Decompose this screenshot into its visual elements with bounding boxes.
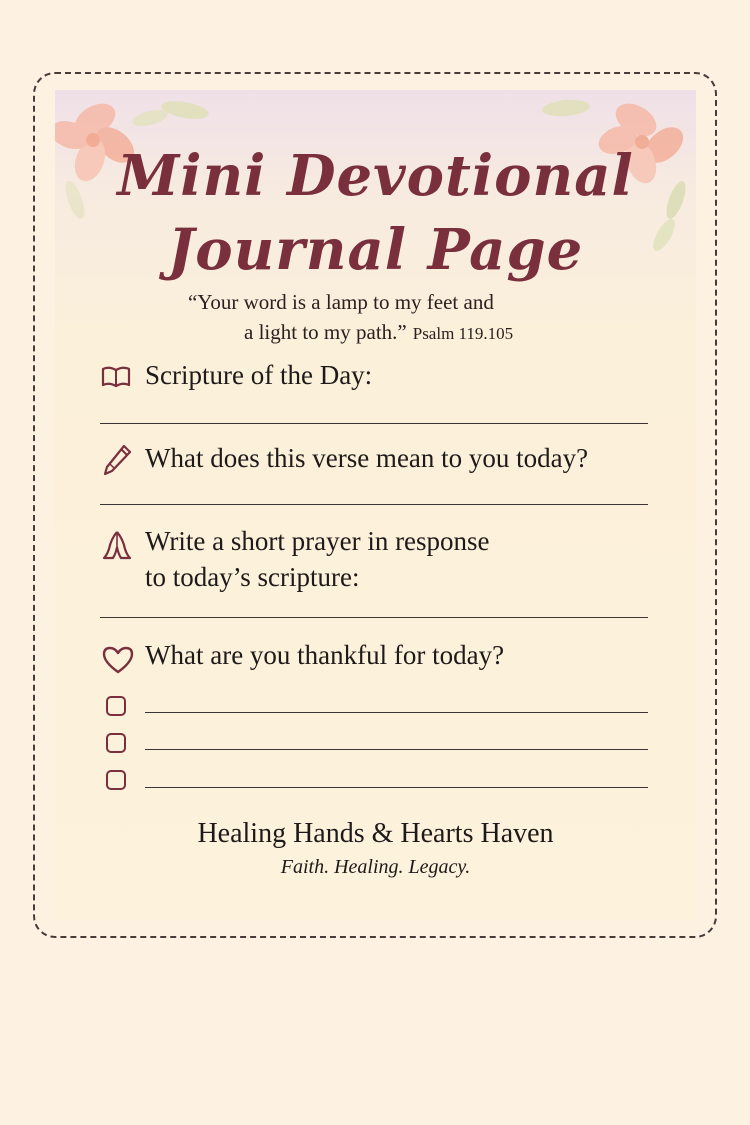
prayer-prompt-line-2: to today’s scripture: [145,562,360,592]
gratitude-answer-line-1[interactable] [145,712,648,713]
open-book-icon [101,365,131,389]
praying-hands-icon [101,529,133,563]
gratitude-checkbox-2[interactable] [106,733,126,753]
scripture-quote-line-1: “Your word is a lamp to my feet and [188,290,494,314]
gratitude-answer-line-2[interactable] [145,749,648,750]
gratitude-checkbox-1[interactable] [106,696,126,716]
brand-name: Healing Hands & Hearts Haven [197,818,554,849]
page-title-line-2: Journal Page [167,217,584,283]
verse-meaning-answer-line[interactable] [100,504,648,505]
prayer-answer-line[interactable] [100,617,648,618]
page-title-line-1: Mini Devotional [117,143,634,209]
gratitude-answer-line-3[interactable] [145,787,648,788]
gratitude-checkbox-3[interactable] [106,770,126,790]
scripture-reference: Psalm 119.105 [412,324,514,343]
heart-icon [101,645,135,675]
scripture-of-the-day-label: Scripture of the Day: [145,360,373,390]
pencil-icon [102,443,132,477]
verse-meaning-label: What does this verse mean to you today? [145,443,589,473]
scripture-answer-line[interactable] [100,423,648,424]
scripture-quote-line-2 [244,320,714,345]
scripture-quote-text: a light to my path.” [244,320,407,344]
brand-tagline: Faith. Healing. Legacy. [280,856,471,878]
thankful-label: What are you thankful for today? [145,640,505,670]
prayer-prompt-line-1: Write a short prayer in response [145,526,490,556]
